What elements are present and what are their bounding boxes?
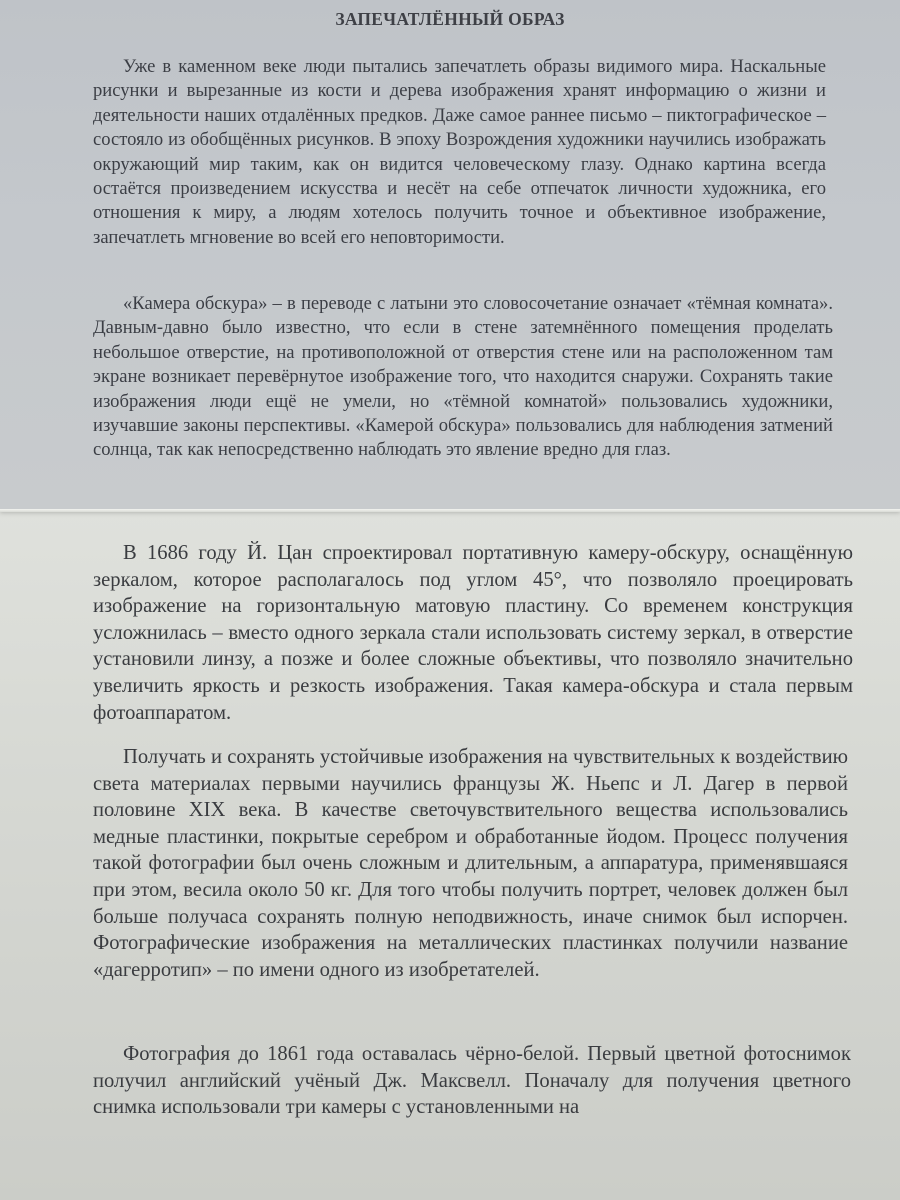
paragraph-text: В 1686 году Й. Цан спроектировал портативную камеру-обскуру, оснащённую зеркалом, которое располагалось под углом 45°, что позволяло проецировать изображение на горизонтальную матовую пластину. Со временем конструкция усложнилась – вместо одного зеркала стали использовать систему зеркал, в отверстие установили линзу, а позже и более сложные объективы, что позволяло значительно увеличить яркость и резкость изображения. Такая камера-обскура и стала первым фотоаппаратом. (93, 542, 853, 724)
paragraph-camera-obscura (93, 292, 833, 463)
document-title: ЗАПЕЧАТЛЁННЫЙ ОБРАЗ (335, 9, 565, 29)
paragraph-daguerreotype (93, 744, 848, 983)
paragraph-text: Уже в каменном веке люди пытались запечатлеть образы видимого мира. Наскальные рисунки и вырезанные из кости и дерева изображения хранят информацию о жизни и деятельности наших отдалённых предков. Даже самое раннее письмо – пиктографическое – состояло из обобщённых рисунков. В эпоху Возрождения художники научились изображать окружающий мир таким, как он видится человеческому глазу. Однако картина всегда остаётся произведением искусства и несёт на себе отпечаток личности художника, его отношения к миру, а людям хотелось получить точное и объективное изображение, запечатлеть мгновение во всей его неповторимости. (93, 56, 826, 248)
paragraph-text: «Камера обскура» – в переводе с латыни это словосочетание означает «тёмная комната». Давным-давно было известно, что если в стене затемнённого помещения проделать небольшое отверстие, на противоположной от отверстия стене или на расположенном там экране возникает перевёрнутое изображение того, что находится снаружи. Сохранять такие изображения люди ещё не умели, но «тёмной комнатой» пользовались художники, изучавшие законы перспективы. «Камерой обскура» пользовались для наблюдения затмений солнца, так как непосредственно наблюдать это явление вредно для глаз. (93, 293, 833, 461)
paragraph-color-photo (93, 1041, 851, 1121)
paragraph-text: Получать и сохранять устойчивые изображения на чувствительных к воздействию света материалах первыми научились французы Ж. Ньепс и Л. Дагер в первой половине XIX века. В качестве светочувствительного вещества использовались медные пластинки, покрытые серебром и обработанные йодом. Процесс получения такой фотографии был очень сложным и длительным, а аппаратура, применявшаяся при этом, весила около 50 кг. Для того чтобы получить портрет, человек должен был больше получаса сохранять полную неподвижность, иначе снимок был испорчен. Фотографические изображения на металлических пластинках получили название «дагерротип» – по имени одного из изобретателей. (93, 746, 848, 981)
paragraph-portable-camera (93, 540, 853, 726)
paragraph-stone-age (93, 55, 826, 250)
paragraph-text: Фотография до 1861 года оставалась чёрно-белой. Первый цветной фотоснимок получил английский учёный Дж. Максвелл. Поначалу для получения цветного снимка использовали три камеры с установленными на (93, 1043, 851, 1119)
